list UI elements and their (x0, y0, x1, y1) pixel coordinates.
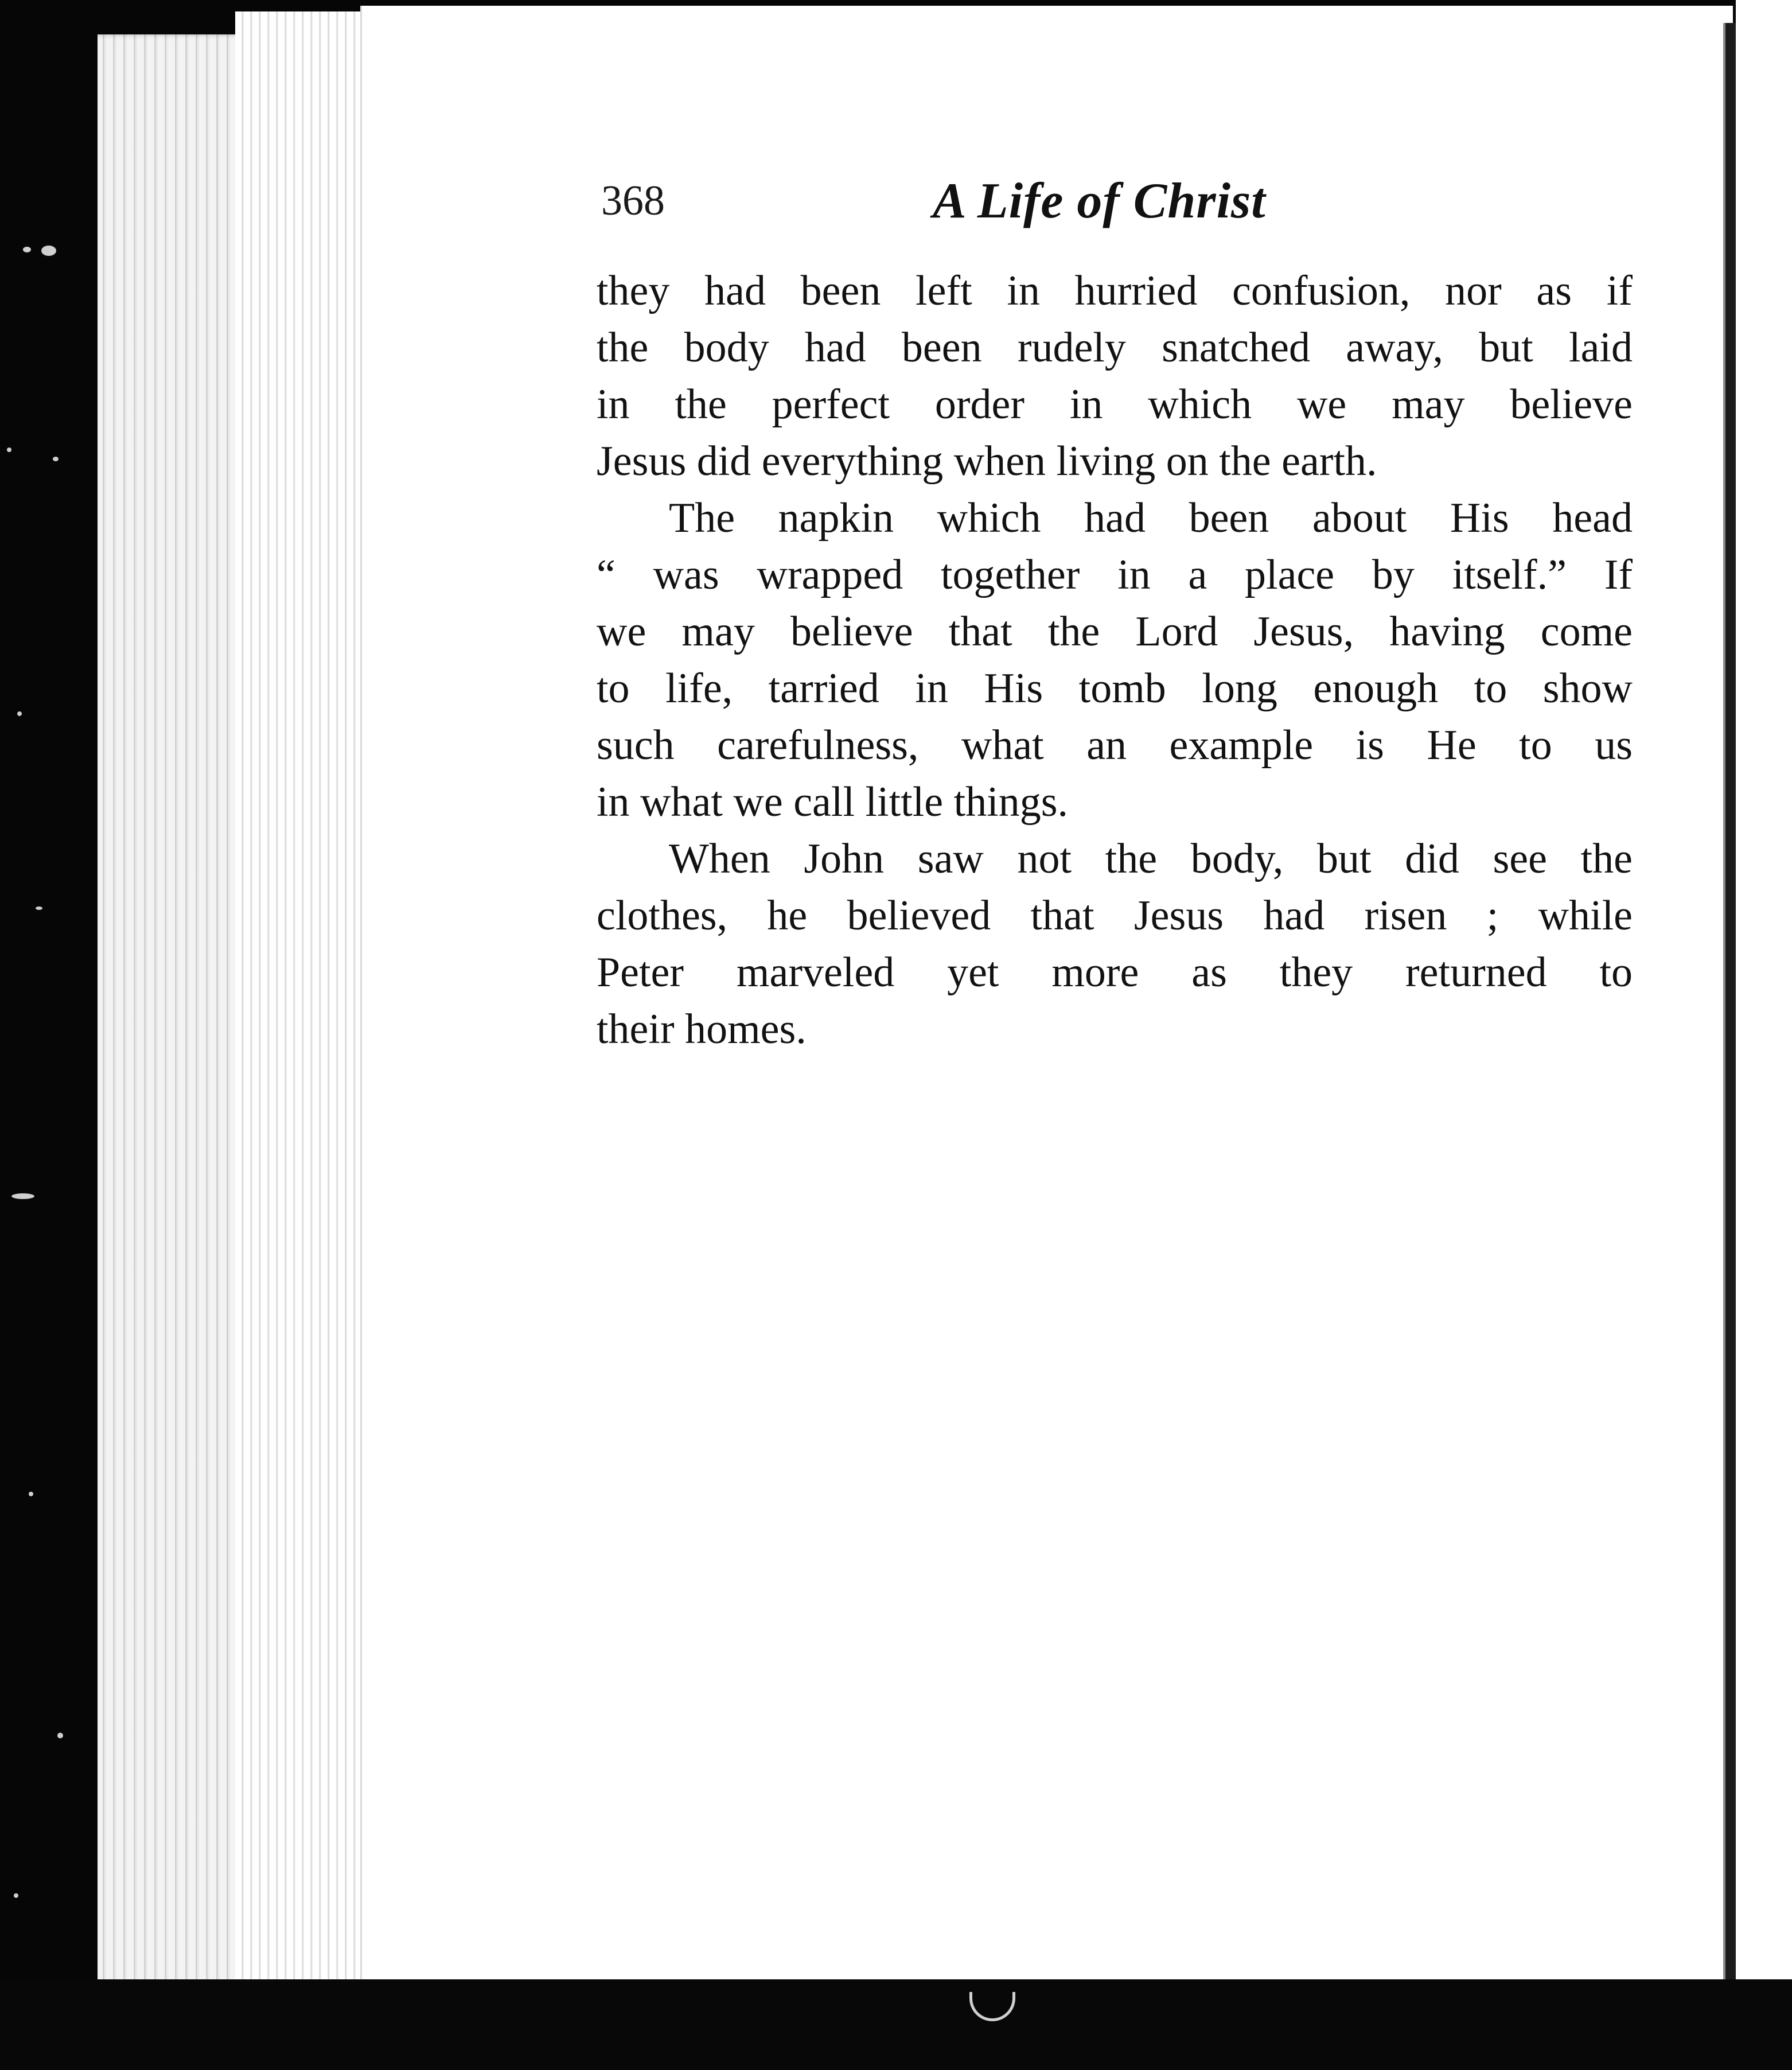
adjacent-page-strip (1736, 0, 1792, 1985)
text-line: The napkin which had been about His head (669, 495, 1633, 542)
text-line: to life, tarried in His tomb long enough to show (597, 665, 1633, 712)
text-line: Peter marveled yet more as they returned to (597, 949, 1633, 996)
text-line: such carefulness, what an example is He to us (597, 722, 1633, 769)
paragraph (597, 831, 1633, 1058)
scan-bottom-band (0, 1979, 1792, 2070)
paragraph (597, 490, 1633, 831)
text-line: they had been left in hurried confusion, nor as if (597, 267, 1633, 314)
running-head (601, 166, 1312, 247)
text-line: their homes. (597, 1006, 807, 1053)
text-line: When John saw not the body, but did see the (669, 835, 1633, 882)
book-title: A Life of Christ (933, 173, 1266, 229)
text-line: “ was wrapped together in a place by itself.” If (597, 551, 1633, 598)
stacked-page-edges (98, 34, 367, 1985)
text-line: Jesus did everything when living on the earth. (597, 438, 1377, 485)
clip-mark (969, 1992, 1015, 2021)
body-text (597, 263, 1633, 1058)
text-line: the body had been rudely snatched away, but laid (597, 324, 1633, 371)
text-line: we may believe that the Lord Jesus, having come (597, 608, 1633, 655)
text-line: in the perfect order in which we may believe (597, 381, 1633, 428)
text-line: in what we call little things. (597, 779, 1069, 826)
paragraph (597, 263, 1633, 490)
page-number: 368 (601, 177, 665, 224)
text-line: clothes, he believed that Jesus had risen ; while (597, 892, 1633, 939)
